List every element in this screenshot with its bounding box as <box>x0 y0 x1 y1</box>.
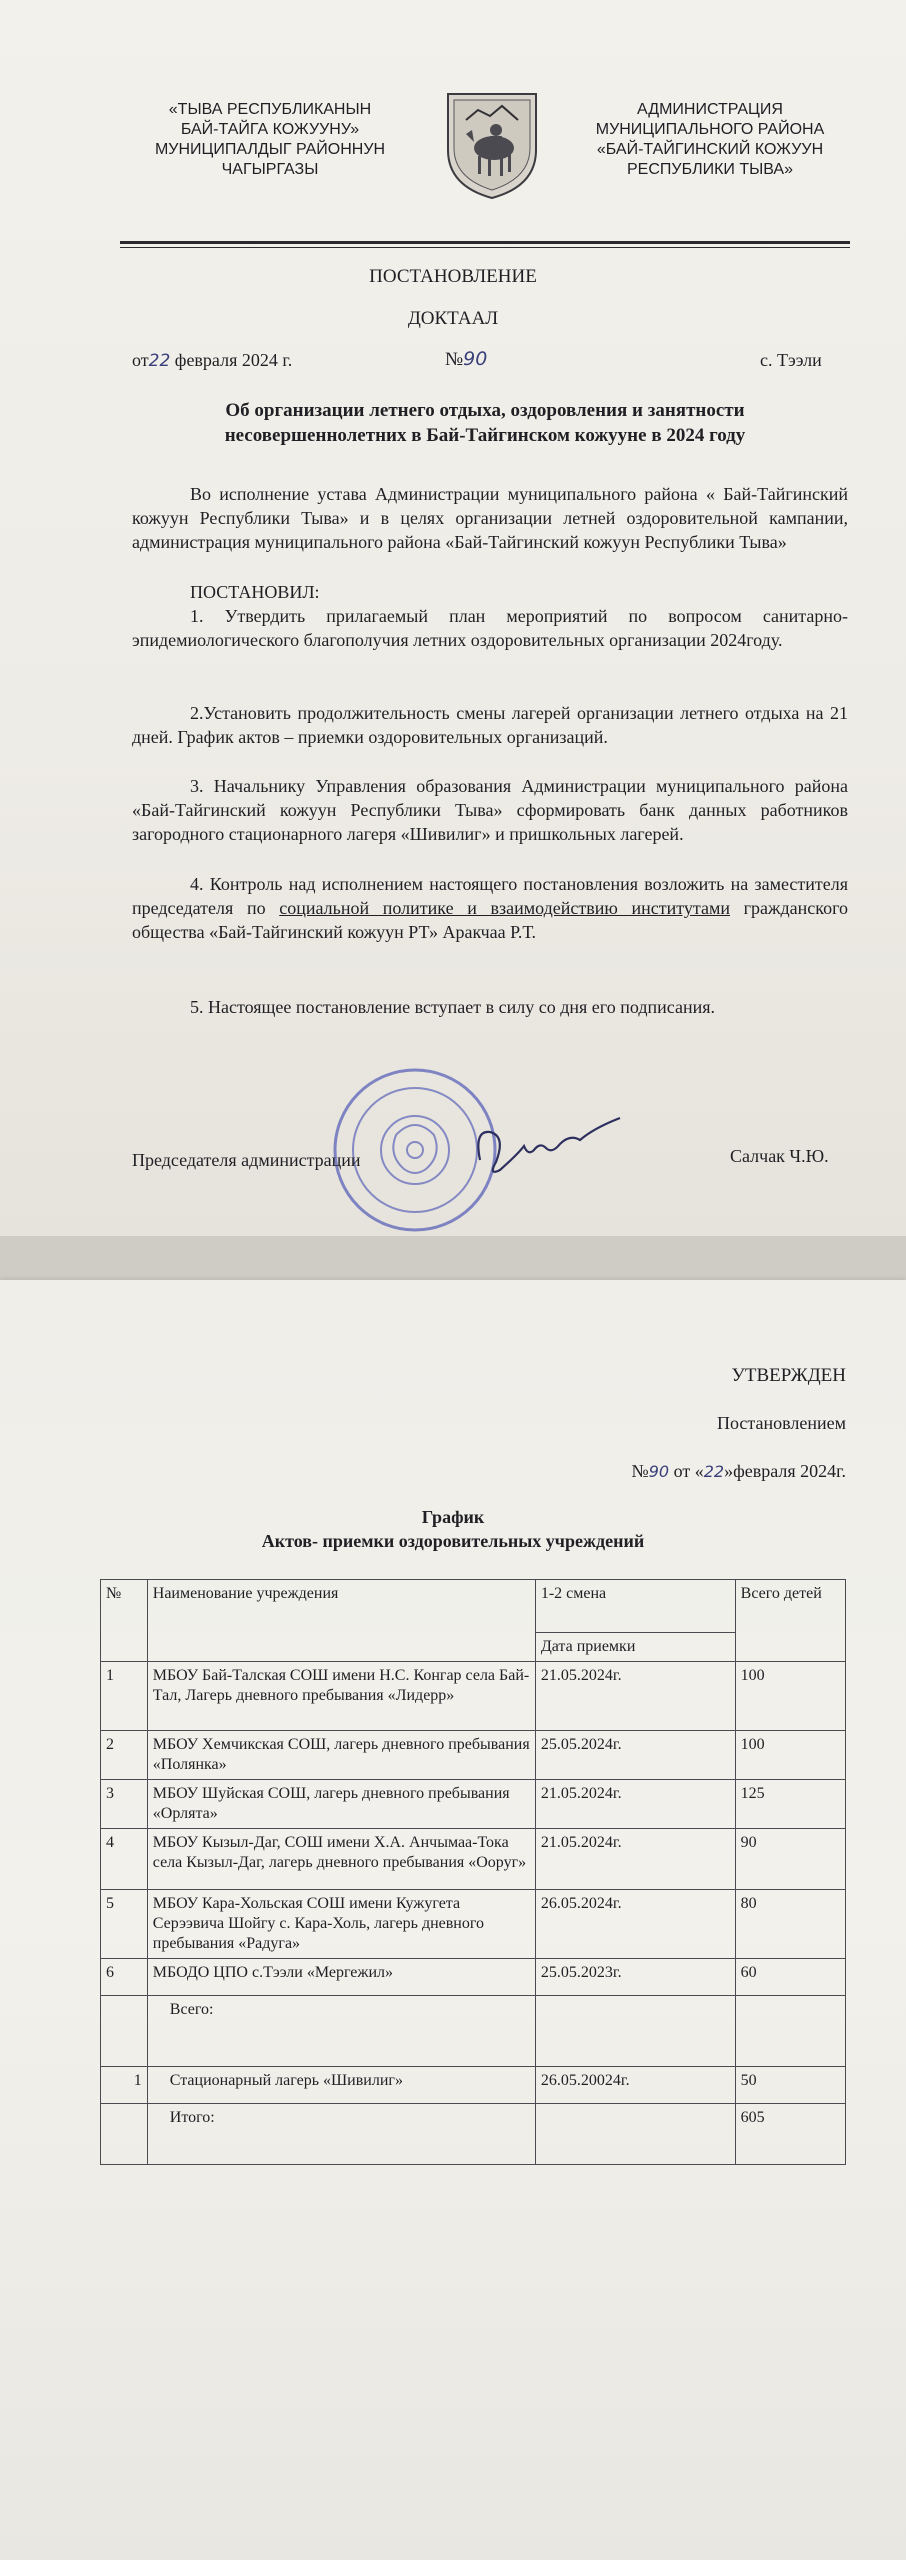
header-num: № <box>101 1580 148 1662</box>
header-left-line: МУНИЦИПАЛДЫГ РАЙОННУН <box>154 141 386 158</box>
cell-date: 25.05.2023г. <box>535 1959 735 1996</box>
header-divider-thin <box>120 247 850 248</box>
cell-name: МБОУ Шуйская СОШ, лагерь дневного пребывания «Орлята» <box>147 1780 535 1829</box>
header-left-line: ЧАГЫРГАЗЫ <box>221 161 319 178</box>
cell-date: 21.05.2024г. <box>535 1780 735 1829</box>
cell-name: МБОУ Кызыл-Даг, СОШ имени Х.А. Анчымаа-Тока села Кызыл-Даг, лагерь дневного пребывания «Ооруг» <box>147 1829 535 1890</box>
cell-num: 5 <box>101 1890 148 1959</box>
cell-total: 100 <box>735 1662 845 1731</box>
cell-total: 90 <box>735 1829 845 1890</box>
approval-num-handwritten: 90 <box>648 1462 670 1481</box>
header-left-line: БАЙ-ТАЙГА КОЖУУНУ» <box>180 121 360 138</box>
header-shift: 1-2 смена <box>535 1580 735 1633</box>
approval-heading: УТВЕРЖДЕН <box>731 1365 846 1386</box>
cell-num <box>101 2104 148 2165</box>
decree-number <box>445 348 487 371</box>
cell-num: 6 <box>101 1959 148 1996</box>
schedule-table <box>100 1579 846 2165</box>
table-row <box>101 1959 846 1996</box>
cell-name: МБОУ Кара-Хольская СОШ имени Кужугета Серээвича Шойгу с. Кара-Холь, лагерь дневного пребывания «Радуга» <box>147 1890 535 1959</box>
header-date: Дата приемки <box>535 1633 735 1662</box>
date-rest: февраля 2024 г. <box>170 350 293 370</box>
table-row <box>101 2067 846 2104</box>
number-sign: № <box>445 349 464 370</box>
title-line: Об организации летнего отдыха, оздоровления и занятности <box>225 400 745 421</box>
cell-date <box>535 2104 735 2165</box>
cell-total: 50 <box>735 2067 845 2104</box>
table-row <box>101 1890 846 1959</box>
cell-total <box>735 1996 845 2067</box>
header-name: Наименование учреждения <box>147 1580 535 1662</box>
resolved-heading: ПОСТАНОВИЛ: <box>190 582 320 602</box>
header-right-russian <box>560 100 860 180</box>
decree-place: с. Тээли <box>760 350 822 370</box>
cell-name: Стационарный лагерь «Шивилиг» <box>147 2067 535 2104</box>
number-handwritten: 90 <box>463 348 488 370</box>
subtotal-row <box>101 1996 846 2067</box>
date-day-handwritten: 22 <box>148 351 171 371</box>
signer-title: Председателя администрации <box>132 1150 361 1170</box>
header-right-line: АДМИНИСТРАЦИЯ <box>637 101 783 118</box>
cell-name: МБОДО ЦПО с.Тээли «Мергежил» <box>147 1959 535 1996</box>
decree-title <box>150 398 820 448</box>
coat-of-arms-icon <box>444 90 540 200</box>
signature-icon <box>470 1100 640 1180</box>
schedule-subtitle: Актов- приемки оздоровительных учреждений <box>261 1531 645 1551</box>
cell-date <box>535 1996 735 2067</box>
cell-total: 125 <box>735 1780 845 1829</box>
approval-ref <box>632 1461 846 1482</box>
date-prefix: от <box>132 350 149 370</box>
cell-num: 1 <box>101 1662 148 1731</box>
cell-date: 25.05.2024г. <box>535 1731 735 1780</box>
cell-date: 21.05.2024г. <box>535 1829 735 1890</box>
decree-date <box>132 350 292 371</box>
schedule-title: График <box>421 1507 485 1527</box>
item-4 <box>132 872 848 944</box>
item-5: 5. Настоящее постановление вступает в силу со дня его подписания. <box>190 997 716 1017</box>
preamble: Во исполнение устава Администрации муниципального района « Бай-Тайгинский кожуун Республики Тыва» и в целях организации летней оздоровительной кампании, администрация муниципального района «Бай-Тайгинский кожуун Республики Тыва» <box>132 484 848 552</box>
header-right-line: «БАЙ-ТАЙГИНСКИЙ КОЖУУН <box>596 141 824 158</box>
item-4-text: 4. Контроль над исполнением настоящего постановления возложить на заместителя председателя по <box>132 874 848 918</box>
approval-text-end: »февраля 2024г. <box>724 1461 846 1481</box>
item-1: 1. Утвердить прилагаемый план мероприятий по вопросом санитарно-эпидемиологического благополучия летних оздоровительных организации 2024году. <box>132 606 848 650</box>
cell-num <box>101 1996 148 2067</box>
total-label: Итого: <box>147 2104 535 2165</box>
header-total: Всего детей <box>735 1580 845 1662</box>
item-2: 2.Установить продолжительность смены лагерей организации летнего отдыха на 21 дней. График актов – приемки оздоровительных организаций. <box>132 703 848 747</box>
doc-type-tuvan: ДОКТААЛ <box>407 308 499 329</box>
cell-total: 100 <box>735 1731 845 1780</box>
cell-num: 1 <box>101 2067 148 2104</box>
approval-num-sign: № <box>631 1461 649 1481</box>
table-header-row <box>101 1580 846 1633</box>
header-left-tuvan <box>120 100 420 180</box>
item-3: 3. Начальнику Управления образования Администрации муниципального района «Бай-Тайгинский кожуун Республики Тыва» сформировать банк данных работников загородного стационарного лагеря «Шивилиг» и пришкольных лагерей. <box>132 776 848 844</box>
cell-total: 60 <box>735 1959 845 1996</box>
header-left-line: «ТЫВА РЕСПУБЛИКАНЫН <box>168 101 372 118</box>
item-4-underlined: социальной политике и взаимодействию институтами <box>279 898 730 918</box>
title-line: несовершеннолетних в Бай-Тайгинском кожууне в 2024 году <box>224 425 746 446</box>
total-value: 605 <box>735 2104 845 2165</box>
signer-name: Салчак Ч.Ю. <box>730 1146 829 1166</box>
subtotal-label: Всего: <box>147 1996 535 2067</box>
cell-total: 80 <box>735 1890 845 1959</box>
header-divider <box>120 241 850 244</box>
cell-name: МБОУ Хемчикская СОШ, лагерь дневного пребывания «Полянка» <box>147 1731 535 1780</box>
header-right-line: РЕСПУБЛИКИ ТЫВА» <box>627 161 793 178</box>
cell-date: 26.05.20024г. <box>535 2067 735 2104</box>
approval-day-handwritten: 22 <box>703 1462 725 1481</box>
doc-type: ПОСТАНОВЛЕНИЕ <box>369 266 537 287</box>
cell-date: 21.05.2024г. <box>535 1662 735 1731</box>
approval-text: от « <box>669 1461 704 1481</box>
page-gap <box>0 1236 906 1280</box>
cell-num: 2 <box>101 1731 148 1780</box>
cell-num: 3 <box>101 1780 148 1829</box>
cell-num: 4 <box>101 1829 148 1890</box>
table-row <box>101 1829 846 1890</box>
header-right-line: МУНИЦИПАЛЬНОГО РАЙОНА <box>595 121 825 138</box>
total-row <box>101 2104 846 2165</box>
table-row <box>101 1731 846 1780</box>
table-row <box>101 1662 846 1731</box>
item-4-text-end: гражданского общества «Бай-Тайгинский кожуун РТ» Аракчаа Р.Т. <box>132 898 849 942</box>
approval-by: Постановлением <box>716 1413 846 1433</box>
cell-date: 26.05.2024г. <box>535 1890 735 1959</box>
cell-name: МБОУ Бай-Талская СОШ имени Н.С. Конгар села Бай-Тал, Лагерь дневного пребывания «Лидерр» <box>147 1662 535 1731</box>
table-row <box>101 1780 846 1829</box>
decree-page <box>0 0 906 1236</box>
